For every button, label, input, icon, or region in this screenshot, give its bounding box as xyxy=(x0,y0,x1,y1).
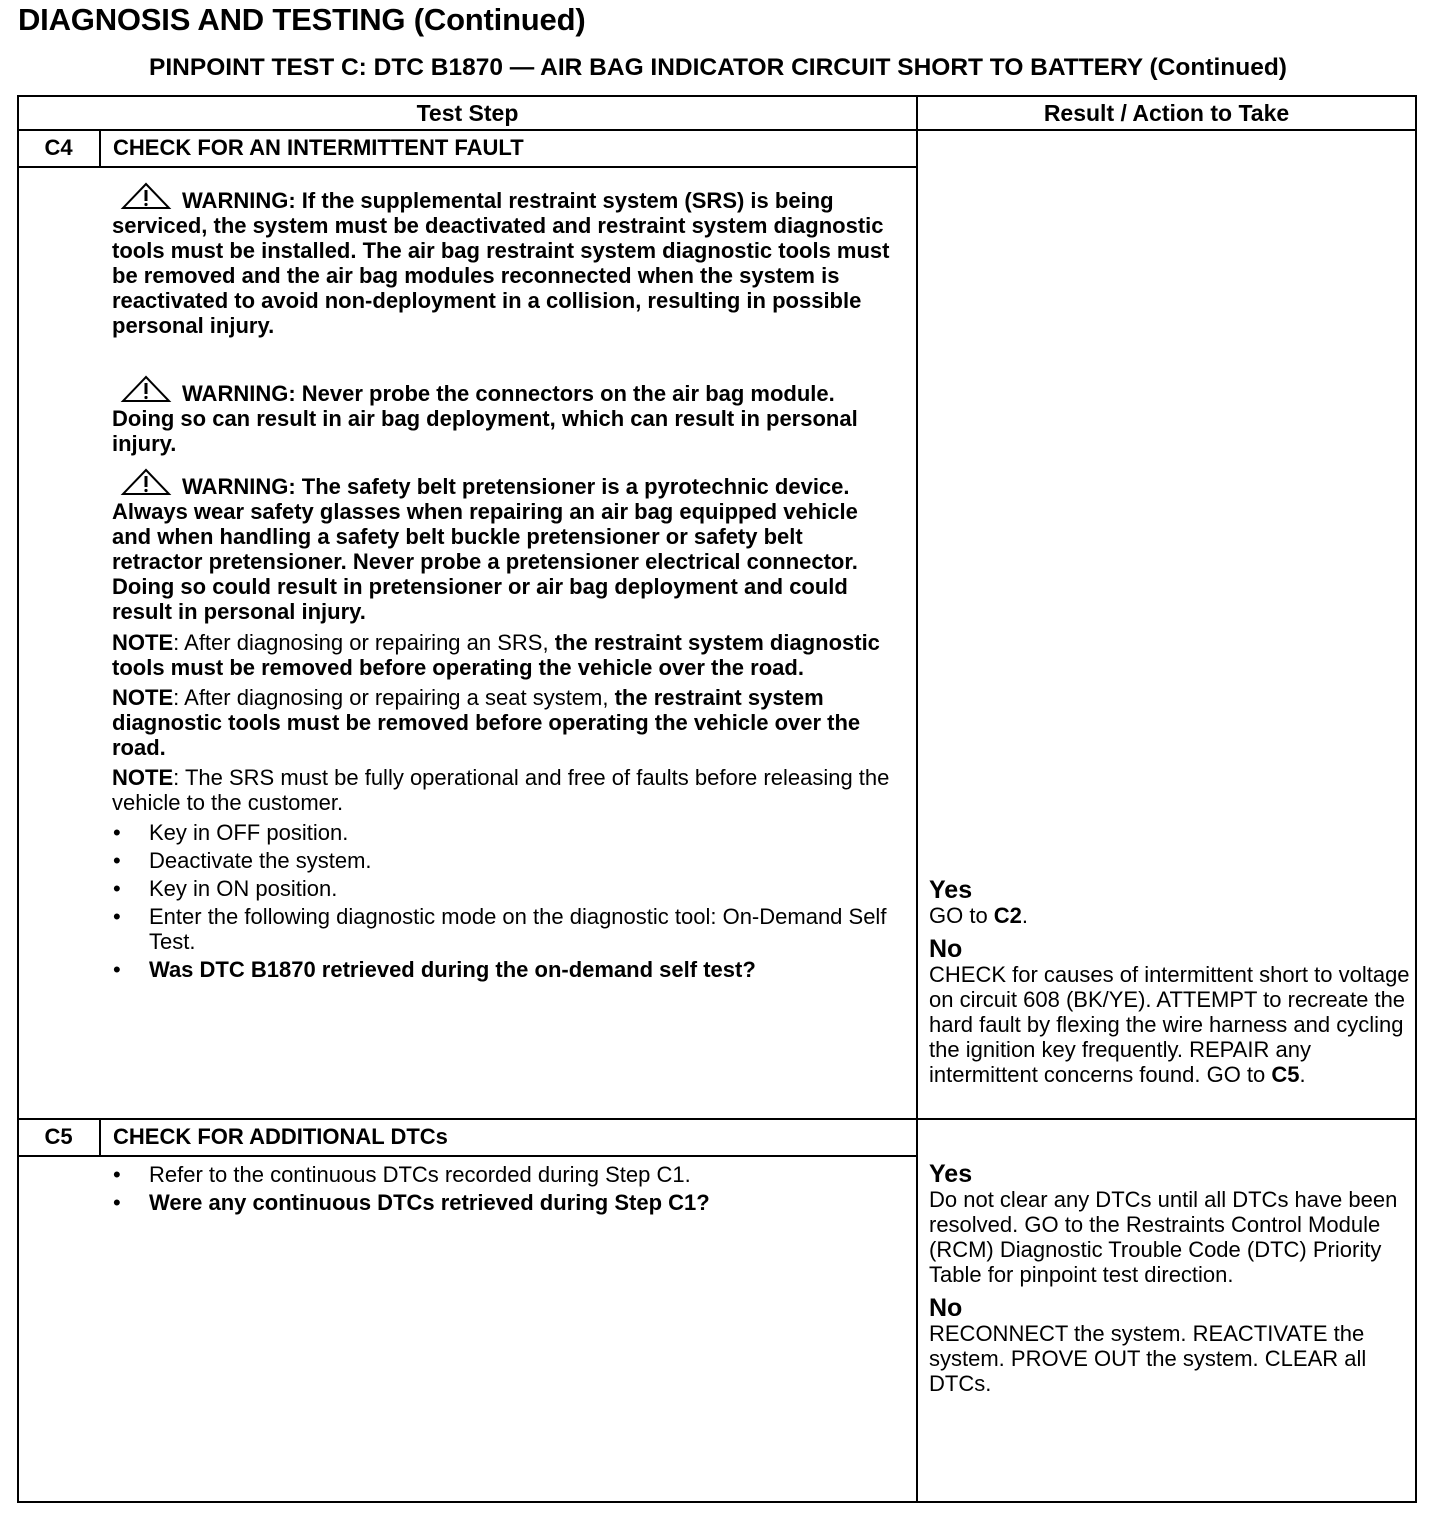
list-item: • Enter the following diagnostic mode on the diagnostic tool: On-Demand Self Test. xyxy=(113,904,887,954)
no-label: No xyxy=(929,1294,963,1322)
c5-title-divider xyxy=(17,1155,917,1157)
list-item-question: • Was DTC B1870 retrieved during the on-demand self test? xyxy=(113,957,756,982)
warning-text: WARNING: Never probe the connectors on the air bag module. Doing so can result in air bag deployment, which can result in personal injury. xyxy=(112,381,858,456)
yes-label: Yes xyxy=(929,1160,973,1188)
warning-probe-connectors xyxy=(112,375,892,456)
note-srs-operational: NOTE: The SRS must be fully operational and free of faults before releasing the vehicle to the customer. xyxy=(112,765,890,815)
step-c5-result xyxy=(929,1161,1415,1404)
list-item: • Refer to the continuous DTCs recorded during Step C1. xyxy=(113,1162,691,1187)
step-c4-procedure xyxy=(112,820,892,982)
step-c5-procedure xyxy=(112,1162,892,1215)
list-item: • Deactivate the system. xyxy=(113,848,372,873)
yes-label: Yes xyxy=(929,876,973,904)
warning-text: WARNING: If the supplemental restraint system (SRS) is being serviced, the system must be deactivated and restraint system diagnostic tools must be installed. The air bag restraint system diagnostic tools must be removed and the air bag modules reconnected when the system is reactivated to avoid non-deployment in a collision, resulting in possible personal injury. xyxy=(112,188,890,338)
header-divider xyxy=(17,129,1417,131)
warning-triangle-icon xyxy=(120,182,172,210)
warning-triangle-icon xyxy=(120,468,172,496)
no-label: No xyxy=(929,935,963,963)
warning-text: WARNING: The safety belt pretensioner is a pyrotechnic device. Always wear safety glasses when repairing an air bag equipped vehicle and when handling a safety belt buckle pretensioner or safety belt retractor pretensioner. Never probe a pretensioner electrical connector. Doing so could result in pretensioner or air bag deployment and could result in personal injury. xyxy=(112,474,858,624)
step-c5-title: CHECK FOR ADDITIONAL DTCs xyxy=(113,1124,448,1149)
step-c4-id: C4 xyxy=(44,135,73,160)
warning-pretensioner xyxy=(112,468,892,624)
list-item: • Key in OFF position. xyxy=(113,820,349,845)
yes-action: Do not clear any DTCs until all DTCs have been resolved. GO to the Restraints Control Module (RCM) Diagnostic Trouble Code (DTC) Priority Table for pinpoint test direction. xyxy=(929,1187,1398,1287)
step-c4-title: CHECK FOR AN INTERMITTENT FAULT xyxy=(113,135,524,160)
column-divider xyxy=(916,95,918,1503)
warning-triangle-icon xyxy=(120,375,172,403)
list-item-question: • Were any continuous DTCs retrieved during Step C1? xyxy=(113,1190,710,1215)
yes-action: GO to C2. xyxy=(929,903,1029,928)
header-test-step: Test Step xyxy=(416,100,519,126)
c4-title-divider xyxy=(17,166,917,168)
step-c5-body xyxy=(112,1162,892,1218)
note-srs-tools: NOTE: After diagnosing or repairing an SRS, the restraint system diagnostic tools must be removed before operating the vehicle over the road. xyxy=(112,630,880,680)
note-seat-system: NOTE: After diagnosing or repairing a seat system, the restraint system diagnostic tools must be removed before operating the vehicle over the road. xyxy=(112,685,861,760)
step-c4-body xyxy=(112,182,892,985)
no-action: CHECK for causes of intermittent short to voltage on circuit 608 (BK/YE). ATTEMPT to recreate the hard fault by flexing the wire harness and cycling the ignition key frequently. REPAIR any intermittent concerns found. GO to C5. xyxy=(929,962,1410,1087)
warning-srs-service xyxy=(112,182,892,338)
row-divider xyxy=(17,1118,1417,1120)
step-c4-result xyxy=(929,877,1415,1095)
header-result-action: Result / Action to Take xyxy=(1043,100,1290,126)
page-title: DIAGNOSIS AND TESTING (Continued) xyxy=(18,2,586,37)
no-action: RECONNECT the system. REACTIVATE the system. PROVE OUT the system. CLEAR all DTCs. xyxy=(929,1321,1367,1396)
list-item: • Key in ON position. xyxy=(113,876,338,901)
step-c5-id: C5 xyxy=(44,1124,73,1149)
pinpoint-test-title: PINPOINT TEST C: DTC B1870 — AIR BAG INDICATOR CIRCUIT SHORT TO BATTERY (Continued) xyxy=(149,54,1287,81)
